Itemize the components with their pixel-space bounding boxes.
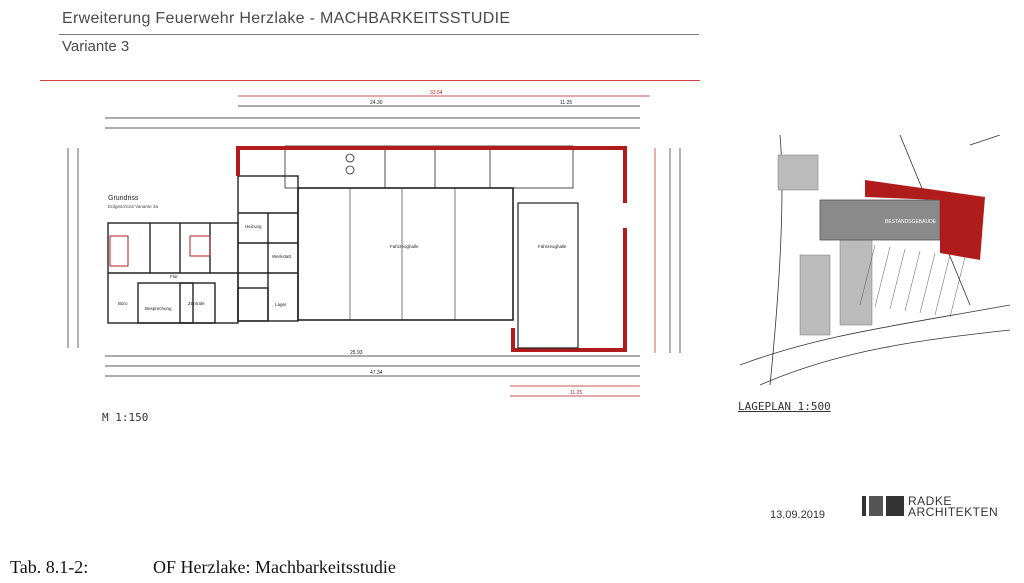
vehicle-hall-outline [298,188,513,320]
room-label-fahrzeughalle-new: Fahrzeughalle [538,244,567,249]
red-divider [40,80,700,81]
floorplan-drawing [50,88,690,408]
svg-text:33.54: 33.54 [430,90,443,96]
document-date: 13.09.2019 [770,509,826,521]
existing-building-label: BESTANDSGEBÄUDE [885,219,937,225]
room-label-besprechung: Besprechung [145,306,172,311]
dim-top-label: 24.30 [370,100,383,106]
room-label-zentrale: Zentrale [188,301,205,306]
dimension-lines-bottom [105,356,640,396]
logo-text-line2: ARCHITEKTEN [908,505,999,519]
logo-text-line1: RADKE [908,494,952,508]
middle-rooms-outline [238,176,298,321]
grundriss-label: Grundriss [108,195,139,202]
dim-bottom-label: 47.34 [370,370,383,376]
title-underline [59,34,699,35]
document-title: Erweiterung Feuerwehr Herzlake - MACHBARKEITSSTUDIE [62,10,511,27]
dim-top-right-label: 11.25 [560,100,573,106]
caption-number: Tab. 8.1-2: [10,557,89,577]
room-label-fahrzeughalle: Fahrzeughalle [390,244,419,249]
siteplan-drawing [740,135,1010,385]
siteplan-scale: LAGEPLAN 1:500 [738,400,831,413]
room-label-flur: Flur [170,274,178,279]
company-logo [862,496,1012,520]
room-label-werkstatt: Werkstatt [272,254,291,259]
dim-bottom-mid-label: 25.93 [350,350,363,356]
floorplan-scale: M 1:150 [102,411,149,424]
grundriss-sublabel: Erdgeschoss Variante 3a [108,204,158,209]
room-label-heizung: Heizung [245,224,262,229]
table-caption [10,557,396,578]
document-subtitle: Variante 3 [62,38,130,55]
caption-text: OF Herzlake: Machbarkeitsstudie [153,557,396,577]
dim-bottom-right-label: 11.25 [570,390,583,396]
room-label-buero: Büro [118,301,128,306]
room-label-lager: Lager [275,302,287,307]
